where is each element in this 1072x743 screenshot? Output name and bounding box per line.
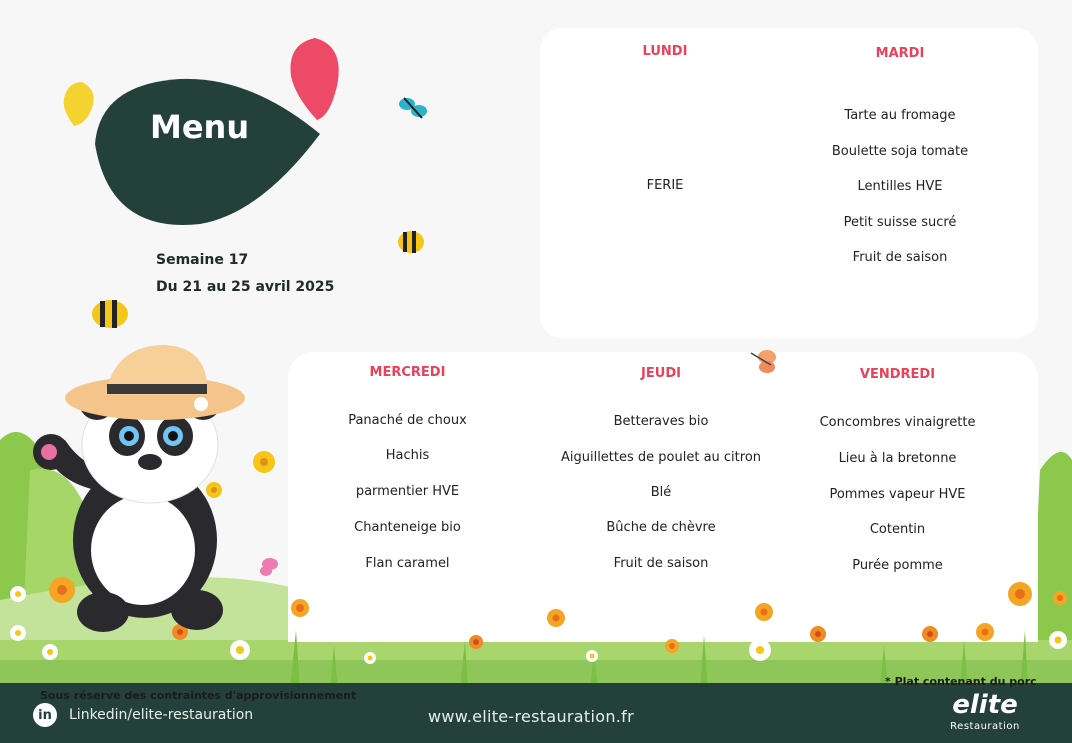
menu-item: Aiguillettes de poulet au citron <box>560 450 762 465</box>
panda-illustration <box>25 340 255 640</box>
balloon-icon <box>60 80 100 130</box>
menu-item: Panaché de choux <box>348 413 467 428</box>
day-vendredi <box>815 367 980 582</box>
pork-note: * Plat contenant du porc <box>885 675 1037 688</box>
logo-word: elite <box>952 690 1018 720</box>
website-link[interactable]: www.elite-restauration.fr <box>428 707 634 726</box>
menu-item: parmentier HVE <box>355 484 460 499</box>
menu-item: Blé <box>650 485 672 500</box>
menu-item: Concombres vinaigrette <box>819 415 976 430</box>
balloon-icon <box>285 36 345 126</box>
elite-logo <box>930 691 1040 741</box>
menu-item: Lieu à la bretonne <box>838 451 957 466</box>
menu-item: Betteraves bio <box>613 414 709 429</box>
supply-disclaimer: Sous réserve des contraintes d'approvisionnement <box>40 689 357 702</box>
menu-item: Fruit de saison <box>613 556 709 571</box>
menu-item: Chanteneige bio <box>354 520 461 535</box>
week-label: Semaine 17 <box>156 252 249 268</box>
week-dates: Du 21 au 25 avril 2025 <box>156 279 335 295</box>
menu-item: Flan caramel <box>365 556 450 571</box>
butterfly-icon <box>254 556 282 578</box>
menu-item: Hachis <box>385 448 430 463</box>
menu-item: Fruit de saison <box>852 250 948 265</box>
day-title-mardi: MARDI <box>875 46 925 61</box>
butterfly-icon <box>398 94 428 122</box>
day-mercredi <box>330 365 485 580</box>
menu-item: Cotentin <box>869 522 926 537</box>
logo-subtitle: Restauration <box>950 721 1020 732</box>
menu-item: Purée pomme <box>852 558 943 573</box>
menu-item: FERIE <box>646 178 684 193</box>
menu-item: Bûche de chèvre <box>606 520 716 535</box>
footer <box>0 675 1072 743</box>
linkedin-link[interactable]: Linkedin/elite-restauration <box>69 707 254 723</box>
menu-item: Boulette soja tomate <box>831 144 969 159</box>
day-title-vendredi: VENDREDI <box>859 367 936 382</box>
menu-item: Tarte au fromage <box>844 108 956 123</box>
menu-item: Lentilles HVE <box>857 179 943 194</box>
day-jeudi <box>556 366 766 581</box>
day-lundi <box>590 44 740 204</box>
day-title-mercredi: MERCREDI <box>369 365 446 380</box>
page-title: Menu <box>150 108 250 146</box>
bee-icon <box>90 298 130 330</box>
linkedin-icon[interactable]: in <box>33 703 57 727</box>
menu-item: Petit suisse sucré <box>843 215 957 230</box>
day-title-lundi: LUNDI <box>642 44 688 59</box>
menu-item: Pommes vapeur HVE <box>829 487 966 502</box>
bee-icon <box>396 229 426 255</box>
day-mardi <box>820 46 980 276</box>
day-title-jeudi: JEUDI <box>641 366 681 381</box>
